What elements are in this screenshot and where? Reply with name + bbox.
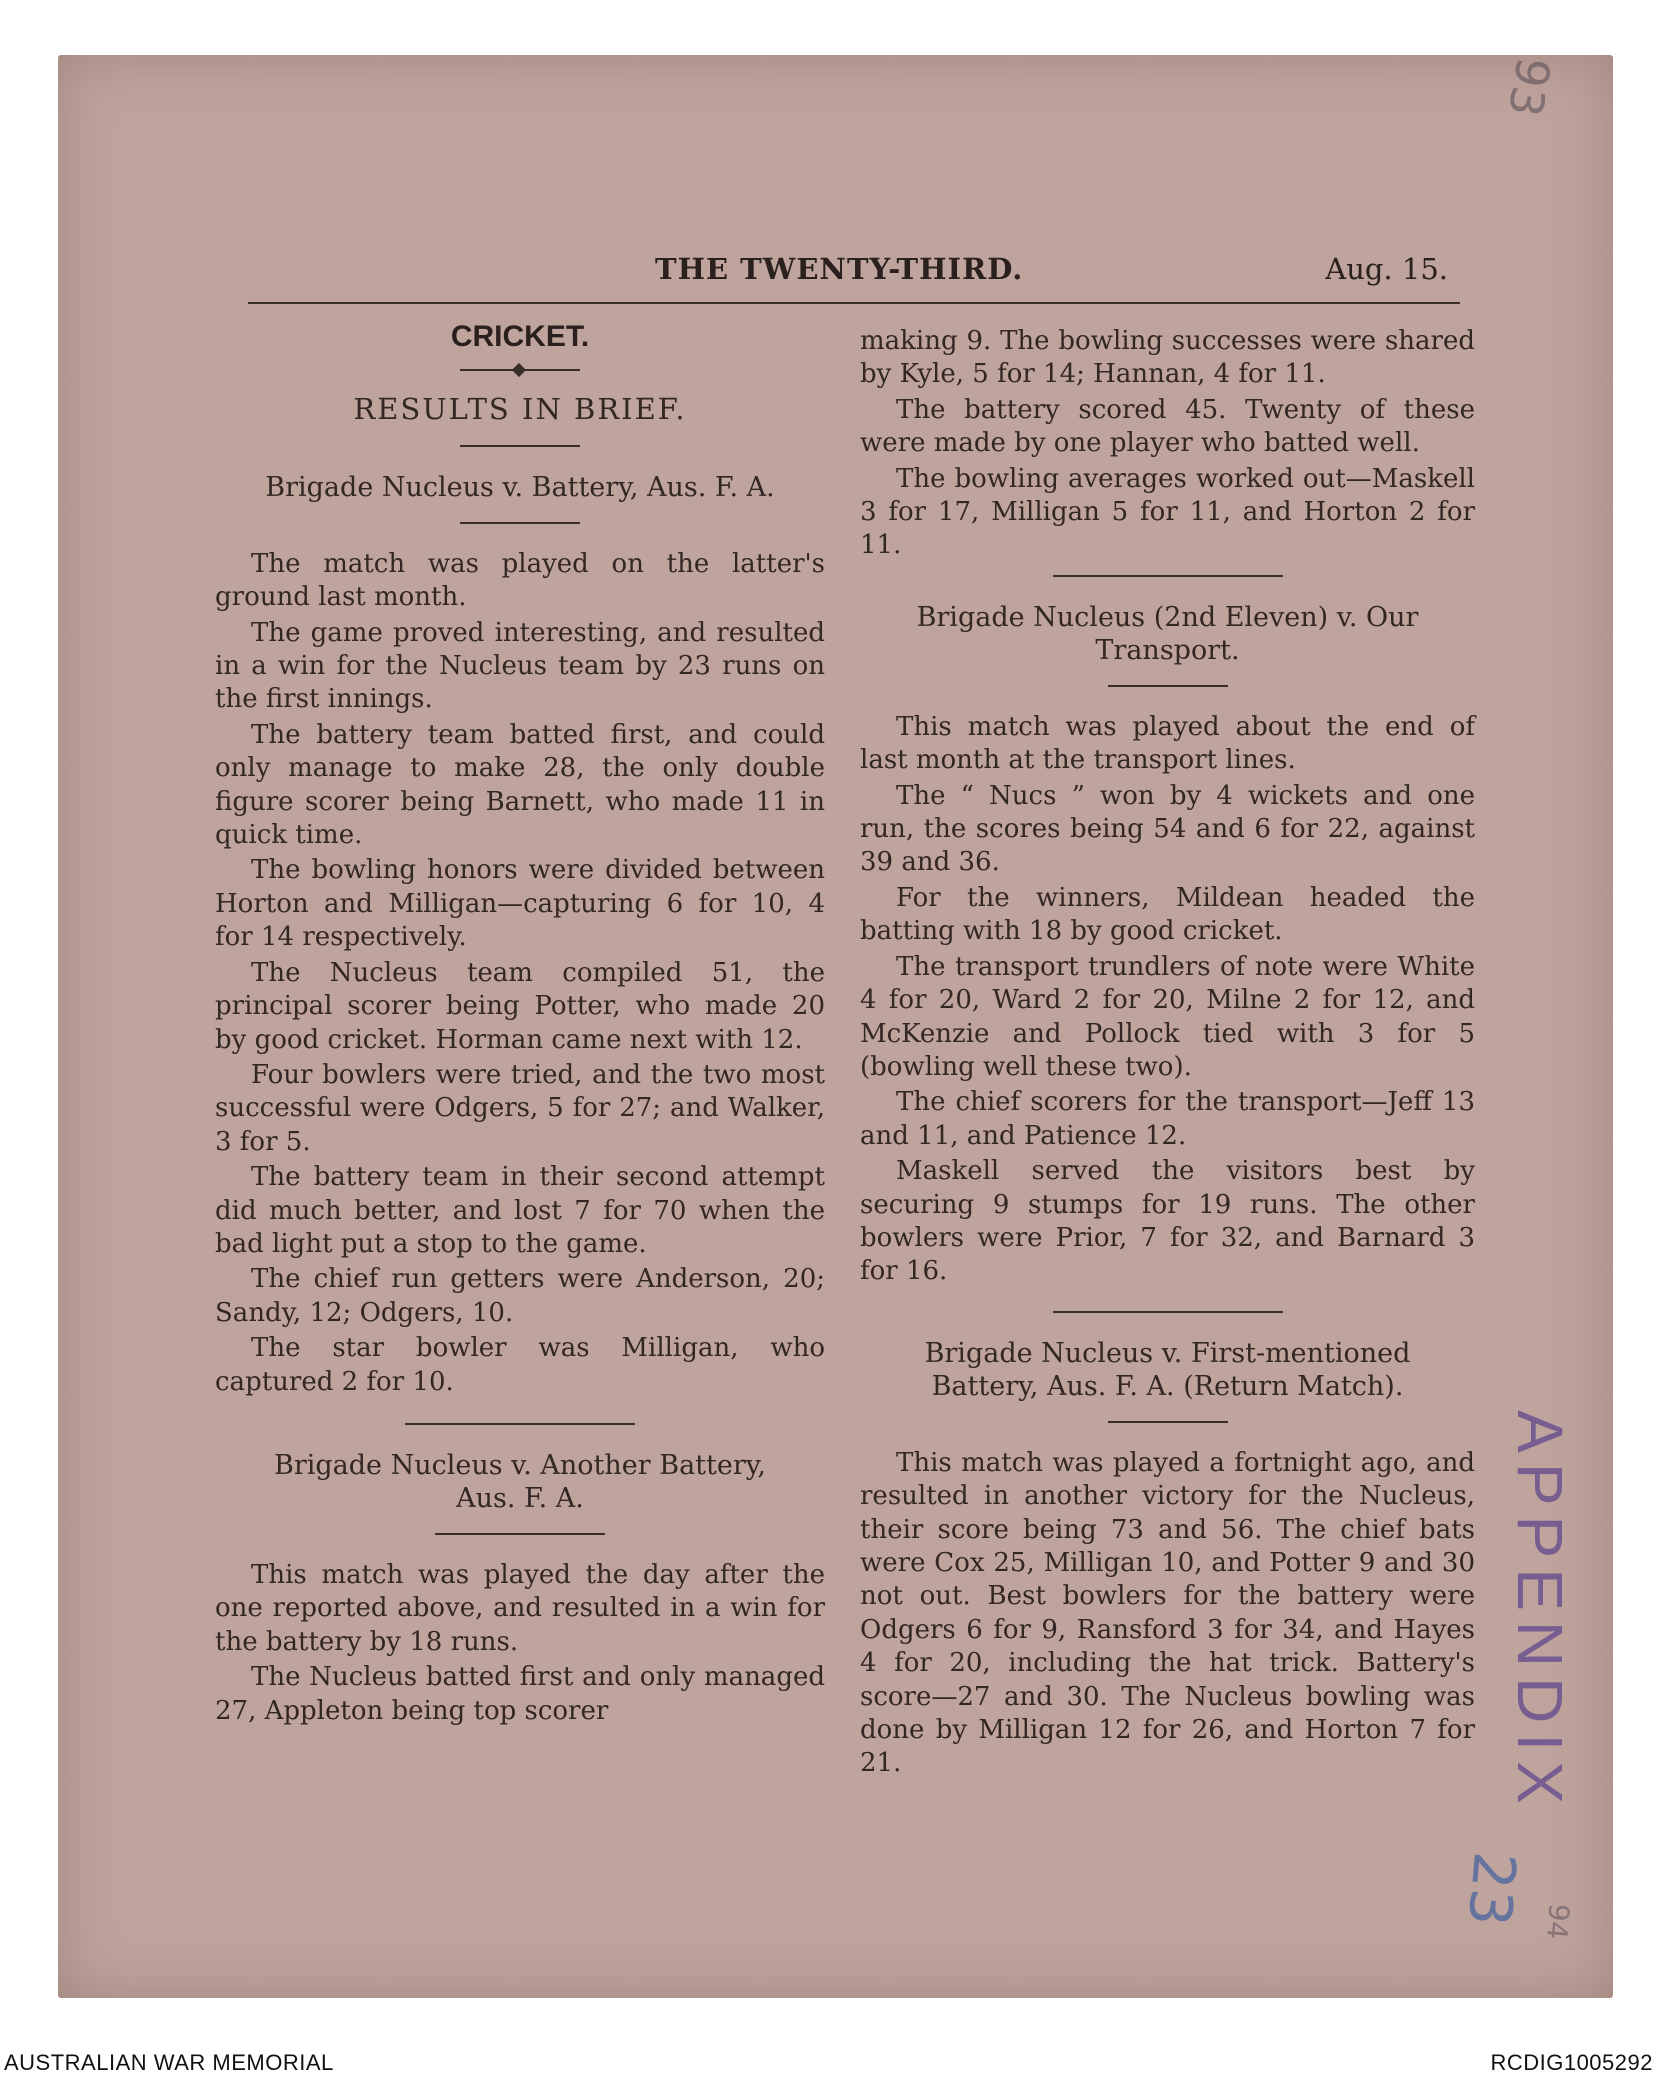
divider	[405, 1423, 635, 1425]
appendix-stamp: APPENDIX	[1503, 1410, 1576, 1814]
paragraph: The bowling honors were divided between Horton and Milligan—capturing 6 for 10, 4 for 14 respectively.	[215, 855, 825, 953]
paragraph: The transport trundlers of note were White 4 for 20, Ward 2 for 20, Milne 2 for 12, and McKenzie and Pollock tied with 3 for 5 (bowling well these two).	[860, 951, 1475, 1082]
paragraph: The “ Nucs ” won by 4 wickets and one run, the scores being 54 and 6 for 22, against 39 and 36.	[860, 780, 1475, 878]
divider	[1108, 1421, 1228, 1423]
archive-institution: AUSTRALIAN WAR MEMORIAL	[4, 2050, 334, 2075]
paragraph: The Nucleus batted first and only managed 27, Appleton being top scorer	[215, 1662, 825, 1726]
divider	[460, 522, 580, 524]
match-title: Brigade Nucleus v. Battery, Aus. F. A.	[265, 471, 775, 503]
folio-number-small: 94	[1539, 1902, 1576, 1941]
paragraph: For the winners, Mildean headed the batting with 18 by good cricket.	[860, 882, 1475, 947]
match-title	[860, 1337, 1475, 1403]
paragraph: Maskell served the visitors best by securing 9 stumps for 19 runs. The other bowlers were Prior, 7 for 32, and Barnard 3 for 16.	[860, 1156, 1475, 1287]
folio-number-top: 93	[1497, 53, 1561, 121]
right-column	[860, 325, 1475, 1783]
match-title-line: Battery, Aus. F. A. (Return Match).	[931, 1370, 1404, 1402]
divider	[1108, 685, 1228, 687]
divider	[1053, 1311, 1283, 1313]
paragraph: This match was played about the end of last month at the transport lines.	[860, 711, 1475, 776]
paragraph: The battery scored 45. Twenty of these were made by one player who batted well.	[860, 394, 1475, 459]
paragraph: The chief run getters were Anderson, 20; Sandy, 12; Odgers, 10.	[215, 1264, 825, 1328]
paragraph: The match was played on the latter's ground last month.	[215, 548, 825, 613]
match-title-line: Transport.	[1095, 634, 1240, 666]
paragraph: The bowling averages worked out—Maskell 3 for 17, Milligan 5 for 11, and Horton 2 for 11.	[860, 463, 1475, 561]
paragraph: The game proved interesting, and resulted in a win for the Nucleus team by 23 runs on the first innings.	[215, 617, 825, 715]
issue-date: Aug. 15.	[1325, 252, 1448, 286]
match-title	[860, 601, 1475, 667]
left-column	[215, 320, 825, 1730]
paragraph: This match was played a fortnight ago, and resulted in another victory for the Nucleus, their score being 73 and 56. The chief bats were Cox 25, Milligan 10, and Potter 9 and 30 not out. Best bowlers for the battery were Odgers 6 for 9, Ransford 3 for 34, and Hayes 4 for 20, including the hat trick. Battery's score—27 and 30. The Nucleus bowling was done by Milligan 12 for 26, and Horton 7 for 21.	[860, 1447, 1475, 1779]
paragraph-continued: making 9. The bowling successes were shared by Kyle, 5 for 14; Hannan, 4 for 11.	[860, 326, 1475, 390]
paragraph: This match was played the day after the one reported above, and resulted in a win for the battery by 18 runs.	[215, 1559, 825, 1657]
paragraph: Four bowlers were tried, and the two most successful were Odgers, 5 for 27; and Walker, 3 for 5.	[215, 1059, 825, 1157]
match-title	[215, 1449, 825, 1515]
match-title-line: Brigade Nucleus (2nd Eleven) v. Our	[916, 601, 1419, 633]
match-title-line: Brigade Nucleus v. Another Battery,	[273, 1449, 767, 1481]
divider	[1053, 575, 1283, 577]
section-subtitle: RESULTS IN BRIEF.	[353, 392, 687, 427]
match-title-line: Brigade Nucleus v. First-mentioned	[924, 1337, 1411, 1369]
section-title: CRICKET.	[450, 320, 590, 353]
paragraph: The star bowler was Milligan, who captured 2 for 10.	[215, 1333, 825, 1397]
match-title-line: Aus. F. A.	[456, 1482, 584, 1514]
divider	[460, 445, 580, 447]
archive-reference: RCDIG1005292	[1490, 2050, 1653, 2075]
ornament-divider	[460, 363, 580, 377]
page-header	[248, 252, 1460, 304]
paragraph: The battery team batted first, and could only manage to make 28, the only double figure scorer being Barnett, who made 11 in quick time.	[215, 719, 825, 851]
divider	[435, 1533, 605, 1535]
folio-number-bottom: 23	[1454, 1849, 1529, 1929]
paragraph: The battery team in their second attempt did much better, and lost 7 for 70 when the bad light put a stop to the game.	[215, 1162, 825, 1259]
paragraph: The Nucleus team compiled 51, the principal scorer being Potter, who made 20 by good cricket. Horman came next with 12.	[215, 957, 825, 1055]
paper-title: THE TWENTY-THIRD.	[655, 252, 1024, 286]
paragraph: The chief scorers for the transport—Jeff 13 and 11, and Patience 12.	[860, 1087, 1475, 1151]
